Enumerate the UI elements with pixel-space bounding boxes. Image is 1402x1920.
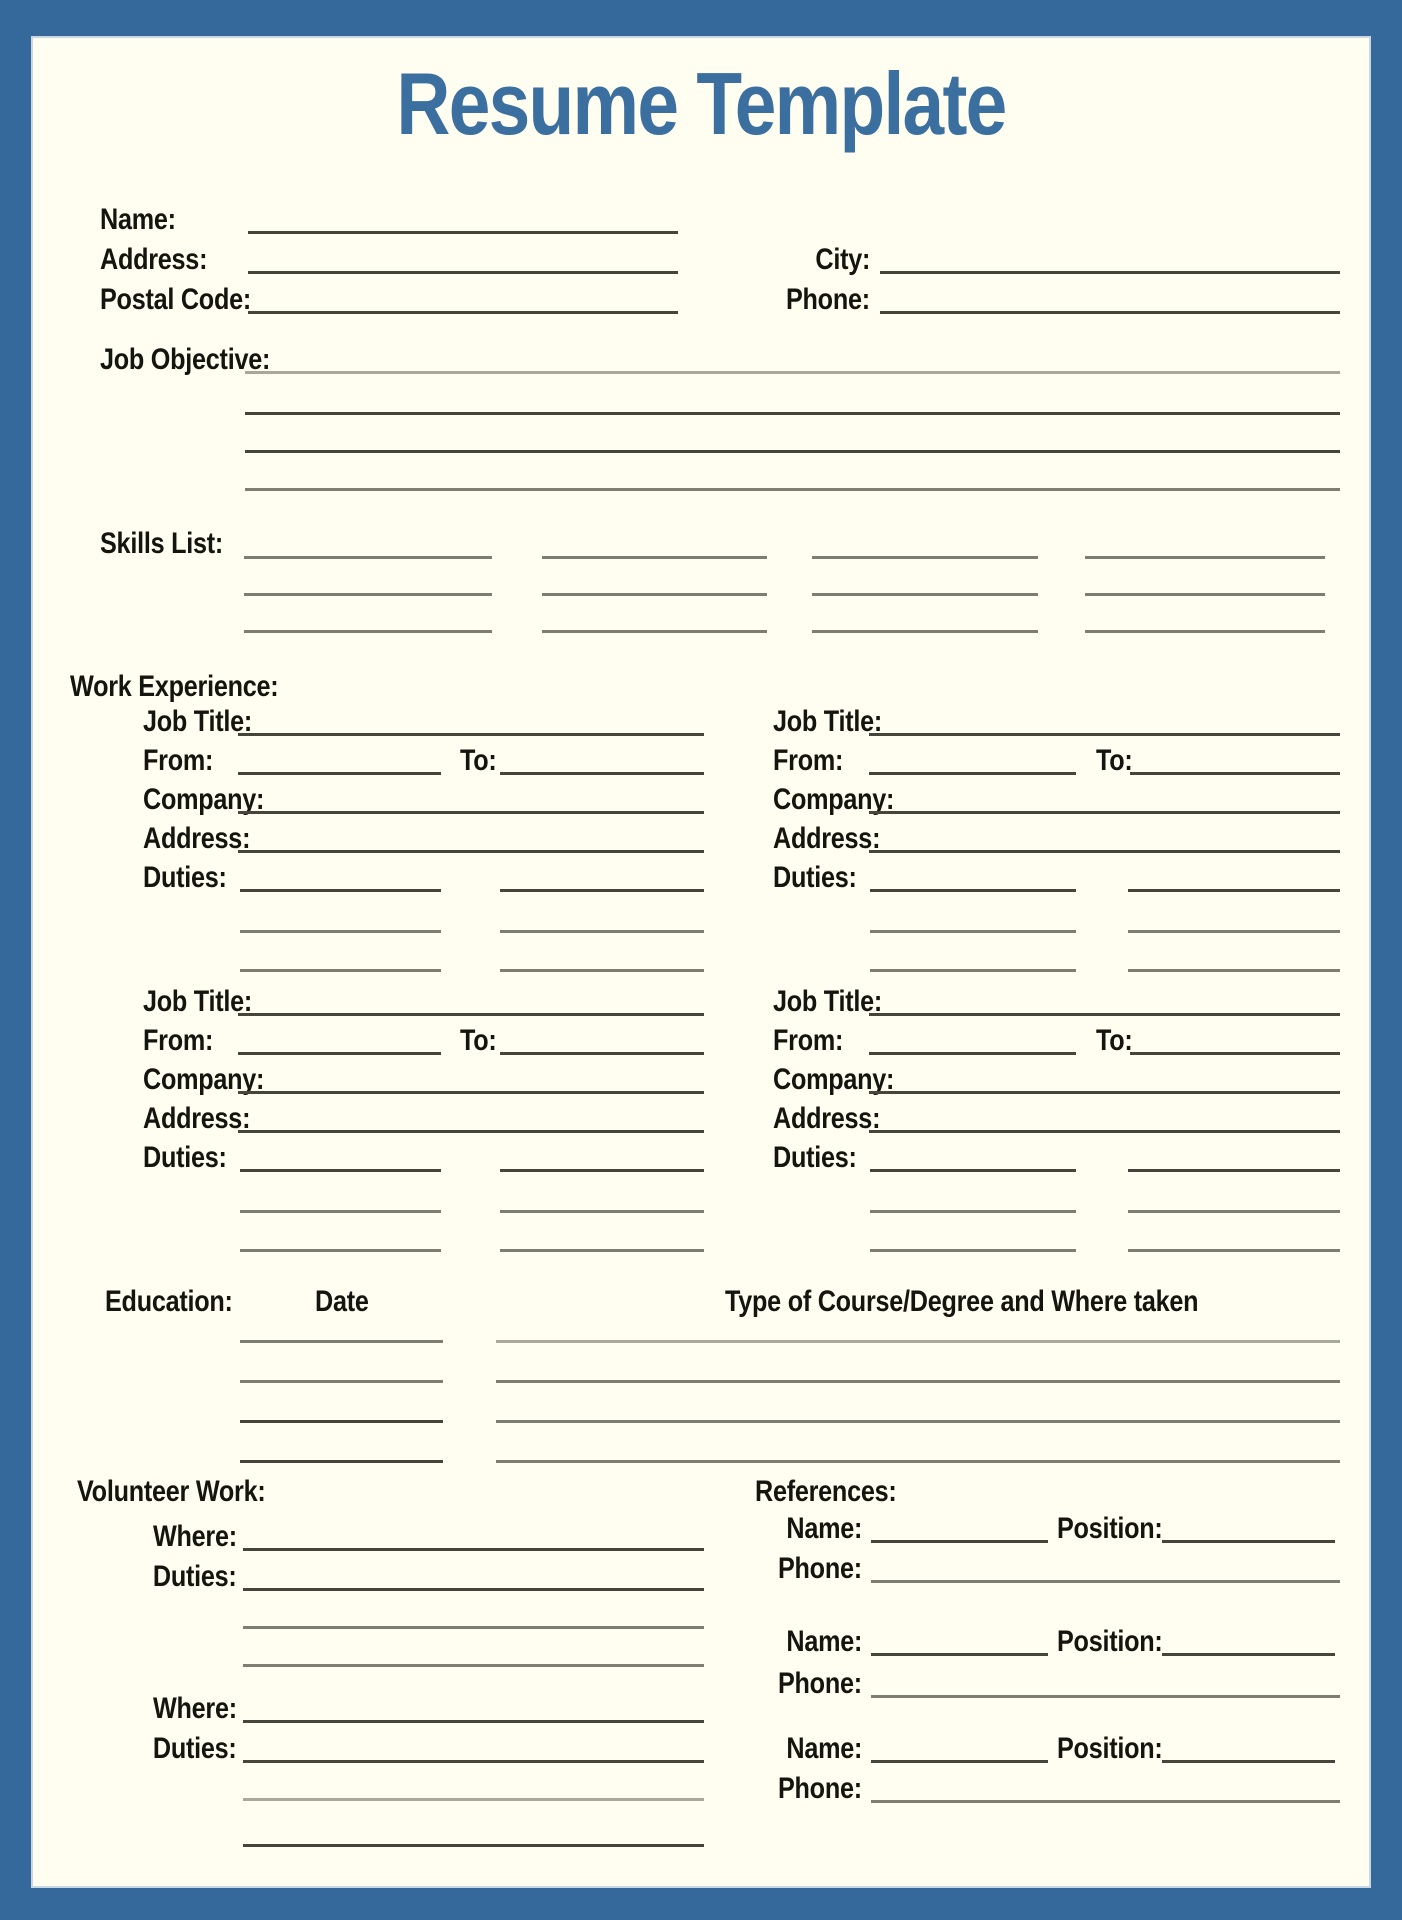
skills-list-label: Skills List: — [100, 527, 224, 560]
skills-line — [244, 556, 492, 559]
address-label: Address: — [100, 243, 208, 276]
job1-from-line — [238, 772, 441, 775]
job1-duties-line — [240, 889, 441, 892]
job2-from-line — [869, 772, 1076, 775]
job4-duties-line — [1128, 1169, 1340, 1172]
name-label: Name: — [100, 203, 176, 236]
job4-from-label: From: — [773, 1024, 844, 1057]
job4-address-line — [869, 1130, 1340, 1133]
skills-line — [542, 556, 767, 559]
job1-company-label: Company: — [143, 783, 265, 816]
volunteer1-where-line — [243, 1548, 704, 1551]
job-objective-line-2 — [245, 412, 1340, 415]
job2-duties-line — [870, 930, 1076, 933]
job2-to-label: To: — [1096, 744, 1133, 777]
job3-from-label: From: — [143, 1024, 214, 1057]
reference1-name-line — [871, 1540, 1048, 1543]
job2-to-line — [1130, 772, 1340, 775]
skills-line — [1085, 630, 1325, 633]
education-date-line — [240, 1420, 443, 1423]
job2-title-label: Job Title: — [773, 705, 883, 738]
job-objective-line-3 — [245, 450, 1340, 453]
job3-from-line — [238, 1052, 441, 1055]
education-date-line — [240, 1380, 443, 1383]
job4-duties-line — [870, 1210, 1076, 1213]
reference3-name-label: Name: — [786, 1732, 862, 1765]
job3-company-label: Company: — [143, 1063, 265, 1096]
reference2-name-label: Name: — [786, 1625, 862, 1658]
education-course-header: Type of Course/Degree and Where taken — [725, 1285, 1199, 1318]
job1-address-label: Address: — [143, 822, 251, 855]
job2-title-line — [869, 733, 1340, 736]
job2-duties-line — [1128, 889, 1340, 892]
job3-duties-line — [240, 1249, 441, 1252]
volunteer-work-label: Volunteer Work: — [77, 1475, 266, 1508]
name-field-line — [248, 231, 678, 234]
job2-duties-line — [1128, 969, 1340, 972]
job1-duties-line — [500, 969, 704, 972]
job1-duties-line — [500, 930, 704, 933]
job4-duties-label: Duties: — [773, 1141, 857, 1174]
job1-duties-line — [500, 889, 704, 892]
postal-code-field-line — [248, 311, 678, 314]
volunteer1-duties-line — [243, 1626, 704, 1629]
job3-duties-line — [240, 1169, 441, 1172]
skills-line — [244, 630, 492, 633]
skills-line — [1085, 593, 1325, 596]
address-field-line — [248, 271, 678, 274]
references-label: References: — [755, 1475, 897, 1508]
job2-duties-label: Duties: — [773, 861, 857, 894]
job4-duties-line — [1128, 1210, 1340, 1213]
job1-duties-line — [240, 930, 441, 933]
job1-address-line — [238, 850, 704, 853]
job3-duties-line — [500, 1249, 704, 1252]
job2-duties-line — [1128, 930, 1340, 933]
job-objective-line-1 — [245, 371, 1340, 374]
phone-label: Phone: — [786, 283, 870, 316]
reference1-position-label: Position: — [1057, 1512, 1163, 1545]
reference3-name-line — [871, 1760, 1048, 1763]
job2-company-label: Company: — [773, 783, 895, 816]
reference1-name-label: Name: — [786, 1512, 862, 1545]
job1-company-line — [238, 811, 704, 814]
job3-duties-line — [500, 1210, 704, 1213]
volunteer2-duties-line — [243, 1798, 704, 1801]
job2-company-line — [869, 811, 1340, 814]
volunteer2-where-label: Where: — [153, 1692, 237, 1725]
reference2-phone-label: Phone: — [778, 1667, 862, 1700]
education-label: Education: — [105, 1285, 233, 1318]
job4-title-line — [869, 1013, 1340, 1016]
reference3-phone-label: Phone: — [778, 1772, 862, 1805]
job1-title-label: Job Title: — [143, 705, 253, 738]
reference1-position-line — [1162, 1540, 1335, 1543]
job3-address-label: Address: — [143, 1102, 251, 1135]
job1-title-line — [238, 733, 704, 736]
job4-address-label: Address: — [773, 1102, 881, 1135]
job3-to-line — [500, 1052, 704, 1055]
job2-duties-line — [870, 889, 1076, 892]
reference3-position-line — [1162, 1760, 1335, 1763]
reference3-phone-line — [871, 1800, 1340, 1803]
job3-duties-line — [240, 1210, 441, 1213]
job4-title-label: Job Title: — [773, 985, 883, 1018]
job3-to-label: To: — [460, 1024, 497, 1057]
education-date-header: Date — [315, 1285, 369, 1318]
skills-line — [812, 593, 1038, 596]
postal-code-label: Postal Code: — [100, 283, 252, 316]
job4-company-line — [869, 1091, 1340, 1094]
job3-title-line — [238, 1013, 704, 1016]
reference1-phone-label: Phone: — [778, 1552, 862, 1585]
page-title: Resume Template — [396, 54, 1006, 153]
job2-address-label: Address: — [773, 822, 881, 855]
job3-company-line — [238, 1091, 704, 1094]
job4-duties-line — [1128, 1249, 1340, 1252]
reference2-position-line — [1162, 1653, 1335, 1656]
skills-line — [244, 593, 492, 596]
job4-duties-line — [870, 1249, 1076, 1252]
job1-to-label: To: — [460, 744, 497, 777]
education-date-line — [240, 1340, 443, 1343]
volunteer2-where-line — [243, 1720, 704, 1723]
job4-from-line — [869, 1052, 1076, 1055]
volunteer1-duties-label: Duties: — [153, 1560, 237, 1593]
job-objective-line-4 — [245, 488, 1340, 491]
education-date-line — [240, 1460, 443, 1463]
education-course-line — [496, 1420, 1340, 1423]
job3-duties-line — [500, 1169, 704, 1172]
job3-title-label: Job Title: — [143, 985, 253, 1018]
reference3-position-label: Position: — [1057, 1732, 1163, 1765]
job1-from-label: From: — [143, 744, 214, 777]
volunteer2-duties-line — [243, 1760, 704, 1763]
job3-address-line — [238, 1130, 704, 1133]
reference1-phone-line — [871, 1580, 1340, 1583]
skills-line — [812, 556, 1038, 559]
job4-to-line — [1130, 1052, 1340, 1055]
city-field-line — [880, 271, 1340, 274]
job2-duties-line — [870, 969, 1076, 972]
reference2-phone-line — [871, 1695, 1340, 1698]
volunteer2-duties-label: Duties: — [153, 1732, 237, 1765]
volunteer1-where-label: Where: — [153, 1520, 237, 1553]
reference2-name-line — [871, 1653, 1048, 1656]
job2-from-label: From: — [773, 744, 844, 777]
education-course-line — [496, 1460, 1340, 1463]
job3-duties-label: Duties: — [143, 1141, 227, 1174]
job1-duties-line — [240, 969, 441, 972]
skills-line — [812, 630, 1038, 633]
education-course-line — [496, 1380, 1340, 1383]
city-label: City: — [815, 243, 870, 276]
volunteer1-duties-line — [243, 1664, 704, 1667]
volunteer1-duties-line — [243, 1588, 704, 1591]
education-course-line — [496, 1340, 1340, 1343]
job4-company-label: Company: — [773, 1063, 895, 1096]
skills-line — [1085, 556, 1325, 559]
volunteer2-duties-line — [243, 1844, 704, 1847]
job2-address-line — [869, 850, 1340, 853]
job4-duties-line — [870, 1169, 1076, 1172]
reference2-position-label: Position: — [1057, 1625, 1163, 1658]
job-objective-label: Job Objective: — [100, 343, 271, 376]
phone-field-line — [880, 311, 1340, 314]
job1-duties-label: Duties: — [143, 861, 227, 894]
job4-to-label: To: — [1096, 1024, 1133, 1057]
skills-line — [542, 630, 767, 633]
job1-to-line — [500, 772, 704, 775]
skills-line — [542, 593, 767, 596]
work-experience-label: Work Experience: — [70, 670, 279, 703]
